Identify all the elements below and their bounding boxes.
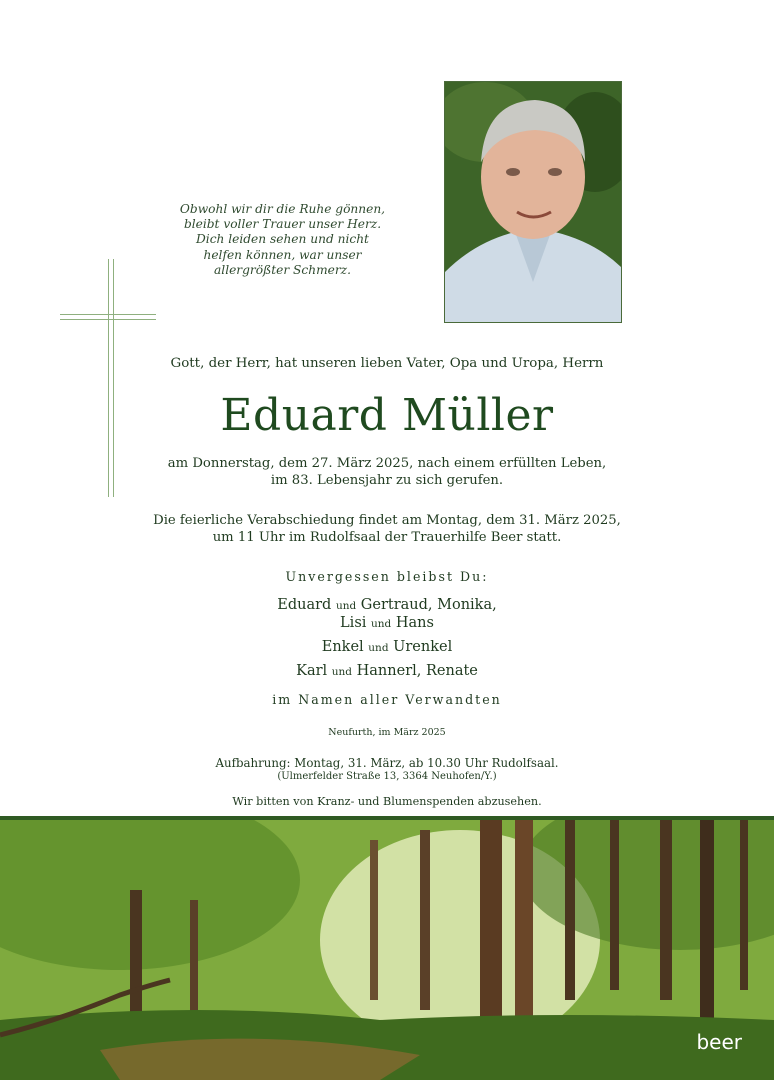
farewell-text: Die feierliche Verabschiedung findet am Montag, dem 31. März 2025, um 11 Uhr im Rudolfsaal der Trauerhilfe Beer statt. [153, 513, 621, 545]
memorial-poem: Obwohl wir dir die Ruhe gönnen, bleibt voller Trauer unser Herz. Dich leiden sehen und nicht helfen können, war unser allergrößter Schmerz. [179, 202, 386, 277]
forest-image [0, 816, 774, 1080]
und-word: und [371, 618, 392, 630]
family-name: Enkel [321, 639, 364, 655]
family-line-3 [100, 638, 674, 657]
family-name: Hannerl, Renate [356, 663, 478, 679]
address-text: (Ulmerfelder Straße 13, 3364 Neuhofen/Y.) [277, 771, 497, 782]
family-name: Gertraud, Monika, [360, 597, 497, 613]
intro-text: Gott, der Herr, hat unseren lieben Vater, Opa und Uropa, Herrn [170, 356, 604, 371]
unforgotten-heading: Unvergessen bleibst Du: [285, 569, 489, 584]
request-text: Wir bitten von Kranz- und Blumenspenden abzusehen. [232, 795, 542, 808]
family-line-1 [100, 596, 674, 615]
family-name: Urenkel [393, 639, 453, 655]
portrait-photo [444, 81, 622, 323]
relatives-text: im Namen aller Verwandten [272, 692, 502, 707]
portrait-illustration [445, 82, 621, 322]
family-name: Karl [296, 663, 328, 679]
family-name: Lisi [340, 615, 367, 631]
und-word: und [331, 666, 353, 678]
family-line-2 [100, 614, 674, 633]
death-text: am Donnerstag, dem 27. März 2025, nach einem erfüllten Leben, im 83. Lebensjahr zu sich gerufen. [167, 456, 607, 488]
deceased-name: Eduard Müller [220, 390, 554, 441]
family-name: Eduard [277, 597, 332, 613]
cross-horizontal [60, 314, 156, 320]
und-word: und [368, 642, 389, 654]
forest-illustration [0, 820, 774, 1080]
family-line-4 [100, 662, 674, 681]
family-name: Hans [395, 615, 434, 631]
place-date: Neufurth, im März 2025 [328, 727, 446, 738]
und-word: und [335, 600, 357, 612]
beer-logo: beer [696, 1030, 742, 1054]
viewing-text: Aufbahrung: Montag, 31. März, ab 10.30 Uhr Rudolfsaal. [215, 756, 559, 770]
